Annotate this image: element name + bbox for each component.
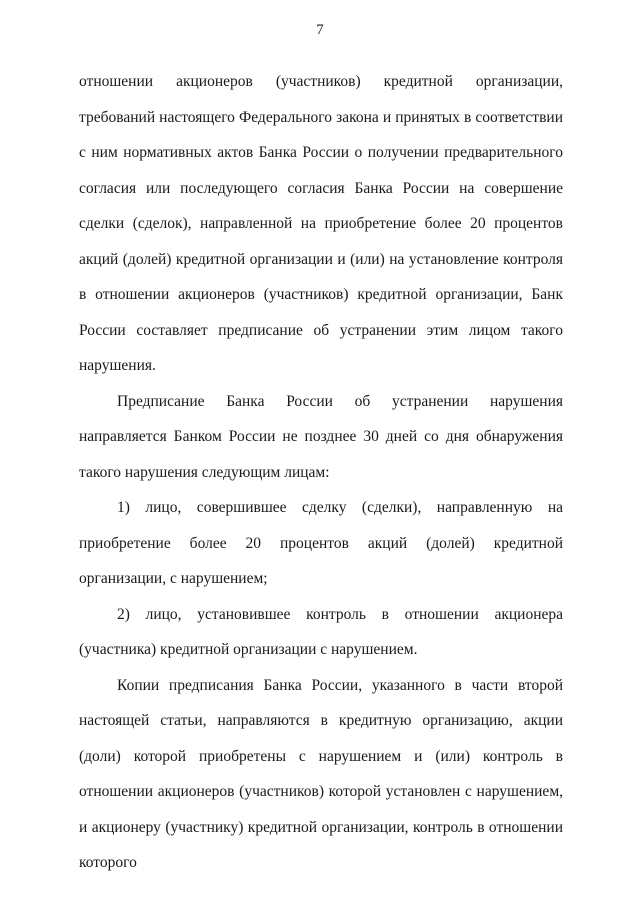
- paragraph-copies: Копии предписания Банка России, указанного в части второй настоящей статьи, направляются в кредитную организацию, акции (доли) которой приобретены с нарушением и (или) контроль в отношении акционеров (участников) которой установлен с нарушением, и акционеру (участнику) кредитной организации, контроль в отношении которого: [79, 676, 563, 871]
- list-item-1: 1) лицо, совершившее сделку (сделки), направленную на приобретение более 20 процентов акций (долей) кредитной организации, с нарушением;: [79, 499, 563, 587]
- document-body: [79, 64, 563, 881]
- page-number: 7: [316, 22, 324, 38]
- paragraph-prescription: Предписание Банка России об устранении нарушения направляется Банком России не позднее 30 дней со дня обнаружения такого нарушения следующим лицам:: [79, 392, 563, 481]
- paragraph-continuation: отношении акционеров (участников) кредитной организации, требований настоящего Федерального закона и принятых в соответствии с ним нормативных актов Банка России о получении предварительного согласия или последующего согласия Банка России на совершение сделки (сделок), направленной на приобретение более 20 процентов акций (долей) кредитной организации и (или) на установление контроля в отношении акционеров (участников) кредитной организации, Банк России составляет предписание об устранении этим лицом такого нарушения.: [79, 73, 563, 374]
- list-item-2: 2) лицо, установившее контроль в отношении акционера (участника) кредитной организации с нарушением.: [79, 605, 563, 658]
